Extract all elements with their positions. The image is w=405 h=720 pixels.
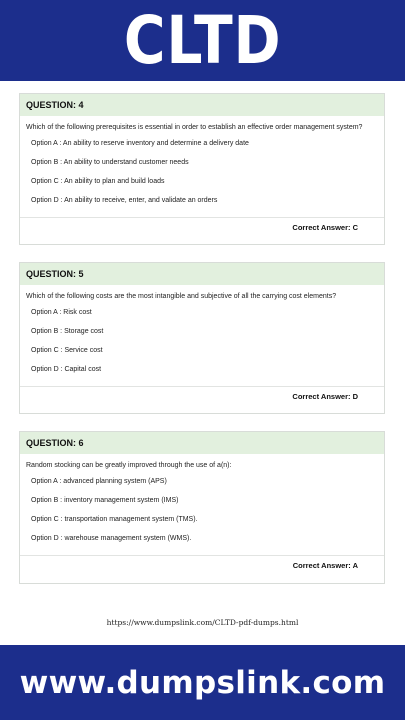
question-label: QUESTION: 5 — [20, 263, 384, 285]
correct-answer: Correct Answer: C — [292, 223, 358, 232]
question-card — [19, 262, 385, 414]
bottom-banner — [0, 645, 405, 720]
correct-answer: Correct Answer: D — [292, 392, 358, 401]
option-d: Option D : Capital cost — [31, 366, 102, 373]
option-a: Option A : An ability to reserve inventory and determine a delivery date — [31, 140, 249, 147]
cltd-logo-text: CLTD — [123, 1, 282, 79]
option-d: Option D : warehouse management system (WMS). — [31, 535, 192, 542]
option-b: Option B : An ability to understand customer needs — [31, 159, 189, 166]
option-b: Option B : inventory management system (IMS) — [31, 497, 179, 504]
top-banner — [0, 0, 405, 81]
option-d: Option D : An ability to receive, enter, and validate an orders — [31, 197, 218, 204]
question-label: QUESTION: 6 — [20, 432, 384, 454]
question-text: Which of the following costs are the most intangible and subjective of all the carrying cost elements? — [26, 293, 337, 300]
option-c: Option C : transportation management system (TMS). — [31, 516, 198, 523]
option-a: Option A : Risk cost — [31, 309, 92, 316]
correct-answer: Correct Answer: A — [292, 561, 358, 570]
question-text: Which of the following prerequisites is essential in order to establish an effective order management system? — [26, 124, 363, 131]
question-text: Random stocking can be greatly improved through the use of a(n): — [26, 462, 232, 469]
question-card — [19, 431, 385, 584]
site-name-text: www.dumpslink.com — [19, 664, 386, 701]
option-c: Option C : An ability to plan and build loads — [31, 178, 165, 185]
option-a: Option A : advanced planning system (APS) — [31, 478, 167, 485]
question-card — [19, 93, 385, 245]
question-label: QUESTION: 4 — [20, 94, 384, 116]
source-url-link[interactable]: https://www.dumpslink.com/CLTD-pdf-dumps.html — [106, 618, 299, 627]
option-c: Option C : Service cost — [31, 347, 103, 354]
option-b: Option B : Storage cost — [31, 328, 104, 335]
